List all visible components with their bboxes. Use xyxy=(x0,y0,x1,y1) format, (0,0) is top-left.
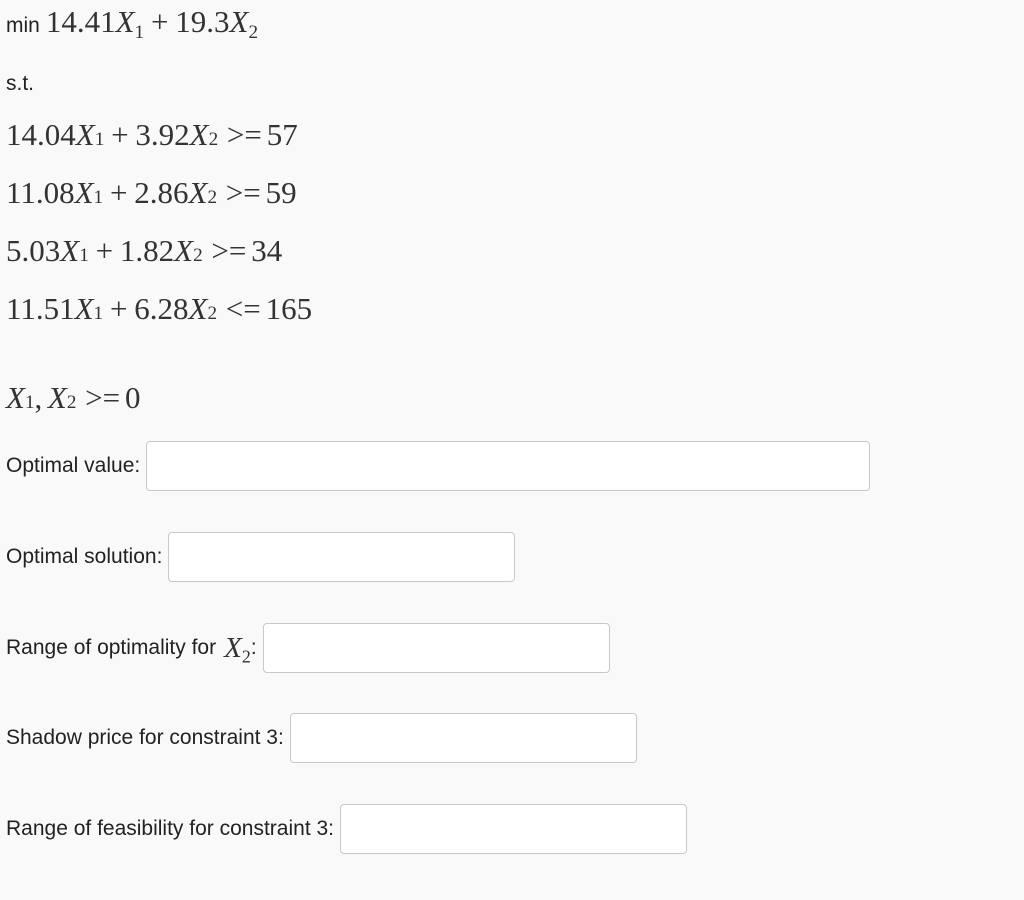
optimal-solution-row xyxy=(6,532,515,582)
range-of-optimality-colon: : xyxy=(250,636,257,659)
range-of-feasibility-label: Range of feasibility for constraint 3: xyxy=(6,817,335,840)
optimal-solution-input[interactable] xyxy=(168,532,515,582)
range-of-optimality-input[interactable] xyxy=(263,623,610,673)
objective-coef-2: 19.3 xyxy=(175,4,230,39)
objective-function xyxy=(6,4,259,43)
optimal-value-input[interactable] xyxy=(146,441,870,491)
shadow-price-label: Shadow price for constraint 3: xyxy=(6,726,284,749)
shadow-price-input[interactable] xyxy=(290,713,637,763)
range-of-optimality-label: Range of optimality for xyxy=(6,636,217,659)
objective-coef-1: 14.41 xyxy=(45,4,116,39)
optimal-solution-label: Optimal solution: xyxy=(6,545,163,568)
range-of-optimality-row xyxy=(6,623,610,673)
objective-sense: min xyxy=(6,14,40,37)
subject-to-label: s.t. xyxy=(6,72,35,95)
optimal-value-label: Optimal value: xyxy=(6,454,141,477)
nonnegativity-constraint: X 1 , X 2 >= 0 xyxy=(6,380,141,415)
objective-expression: $14.41X_1 + 19.3X_2$ xyxy=(45,4,259,43)
optimal-value-row xyxy=(6,441,870,491)
range-of-feasibility-input[interactable] xyxy=(340,804,687,854)
constraint-1: 14.04 X 1 + 3.92 X 2 >= 57 xyxy=(6,117,298,152)
constraint-4: 11.51 X 1 + 6.28 X 2 <= 165 xyxy=(6,291,313,326)
constraint-3: 5.03 X 1 + 1.82 X 2 >= 34 xyxy=(6,233,283,268)
shadow-price-row xyxy=(6,713,637,763)
constraint-2: 11.08 X 1 + 2.86 X 2 >= 59 xyxy=(6,175,297,210)
range-of-feasibility-row xyxy=(6,804,687,854)
range-of-optimality-variable: $X_2$ xyxy=(224,631,251,666)
